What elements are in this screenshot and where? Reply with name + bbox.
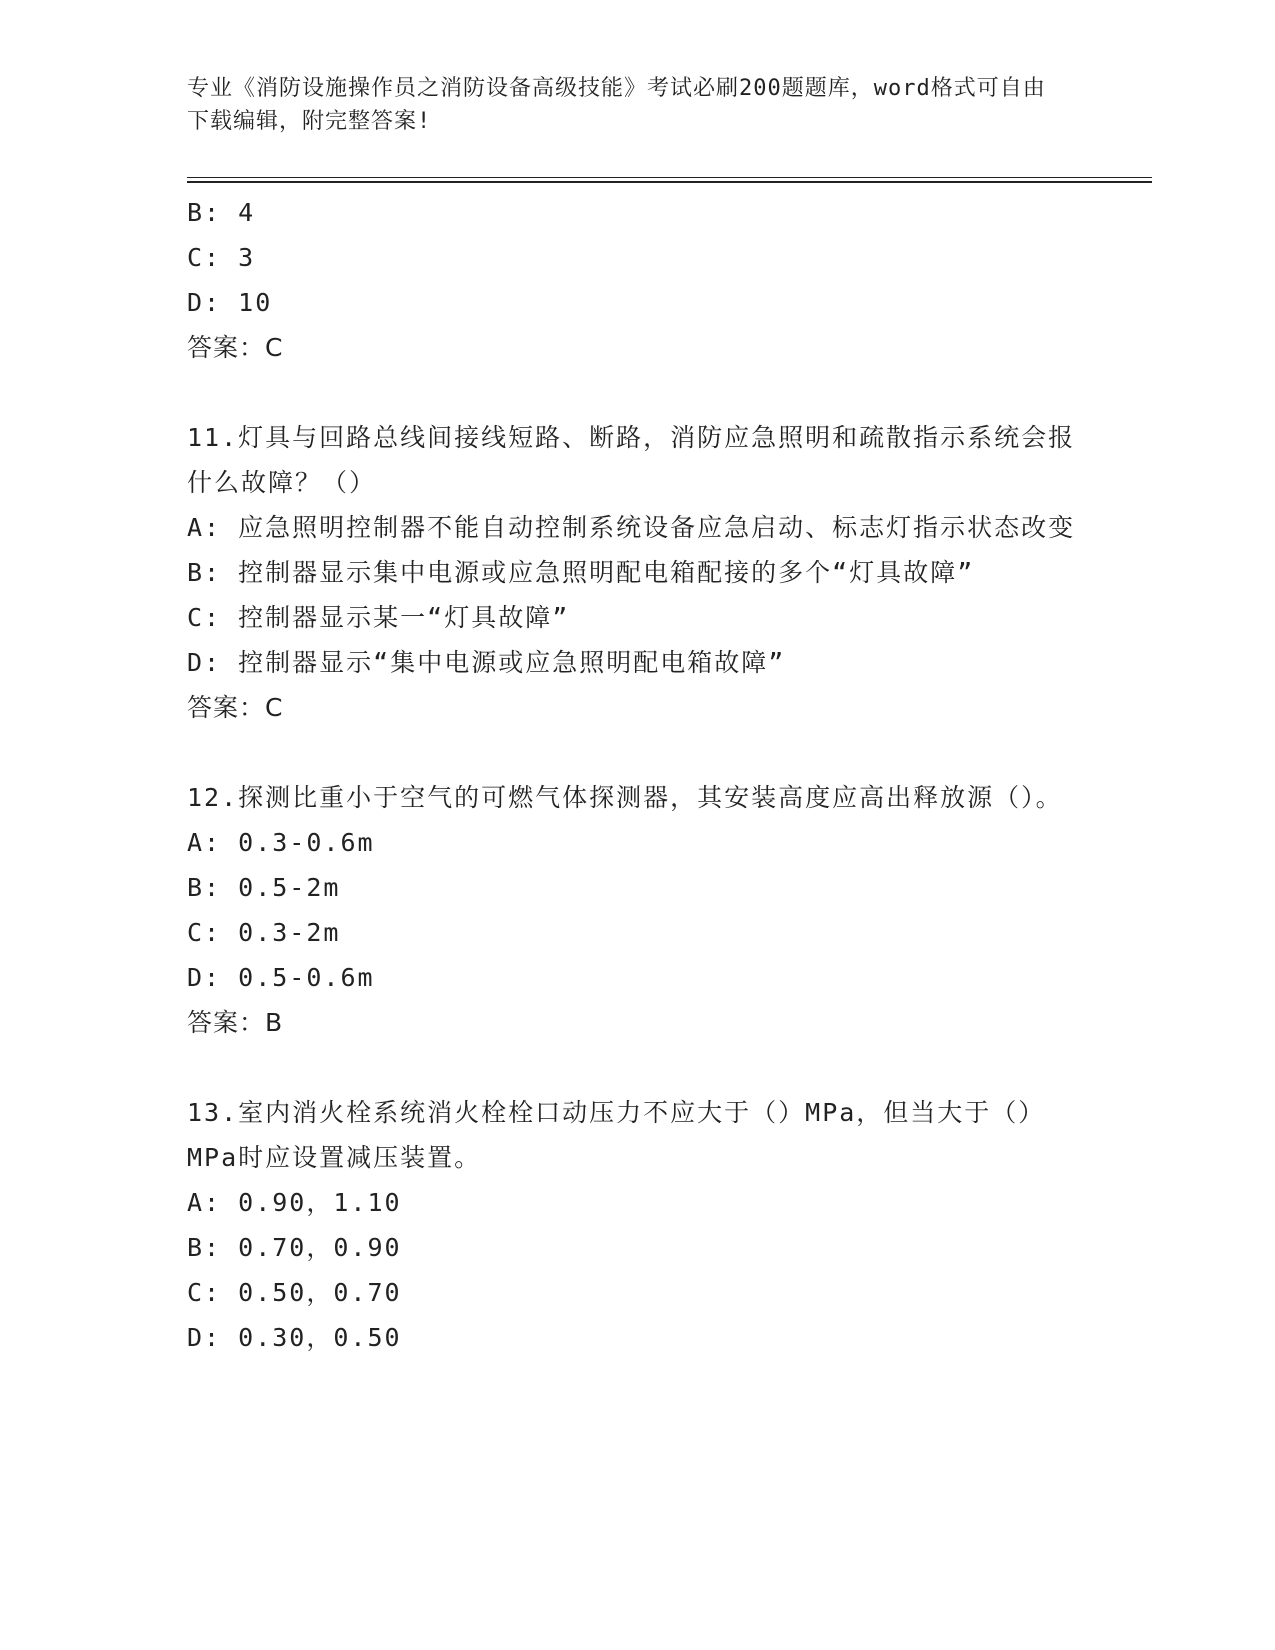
answer-line: 答案：B xyxy=(187,1008,284,1037)
answer-line: 答案：C xyxy=(187,693,284,722)
option-c: C: 控制器显示某一“灯具故障” xyxy=(187,603,570,632)
option-b: B: 4 xyxy=(187,198,256,227)
header-divider-thin xyxy=(187,177,1152,178)
spacer xyxy=(187,1045,1087,1090)
answer-line: 答案：C xyxy=(187,333,284,362)
option-c: C: 3 xyxy=(187,243,256,272)
option-b: B: 控制器显示集中电源或应急照明配电箱配接的多个“灯具故障” xyxy=(187,558,975,587)
option-c: C: 0.50，0.70 xyxy=(187,1278,402,1307)
question-13-block xyxy=(187,1090,1087,1360)
option-a: A: 应急照明控制器不能自动控制系统设备应急启动、标志灯指示状态改变 xyxy=(187,513,1076,542)
option-d: D: 控制器显示“集中电源或应急照明配电箱故障” xyxy=(187,648,786,677)
question-stem: 11.灯具与回路总线间接线短路、断路，消防应急照明和疏散指示系统会报什么故障？（） xyxy=(187,423,1076,497)
option-a: A: 0.3-0.6m xyxy=(187,828,375,857)
option-d: D: 0.30，0.50 xyxy=(187,1323,402,1352)
option-c: C: 0.3-2m xyxy=(187,918,341,947)
option-b: B: 0.70，0.90 xyxy=(187,1233,402,1262)
question-11-block xyxy=(187,415,1087,730)
question-12-block xyxy=(187,775,1087,1045)
prev-question-block xyxy=(187,190,1087,370)
option-a: A: 0.90，1.10 xyxy=(187,1188,402,1217)
question-stem: 13.室内消火栓系统消火栓栓口动压力不应大于（）MPa，但当大于（）MPa时应设置减压装置。 xyxy=(187,1098,1046,1172)
question-stem: 12.探测比重小于空气的可燃气体探测器，其安装高度应高出释放源（）。 xyxy=(187,783,1063,812)
question-content xyxy=(187,190,1087,1360)
option-d: D: 10 xyxy=(187,288,273,317)
option-d: D: 0.5-0.6m xyxy=(187,963,375,992)
option-b: B: 0.5-2m xyxy=(187,873,341,902)
header-divider-thick xyxy=(187,181,1152,183)
page-header-title: 专业《消防设施操作员之消防设备高级技能》考试必刷200题题库，word格式可自由下载编辑，附完整答案! xyxy=(187,76,1046,134)
spacer xyxy=(187,730,1087,775)
spacer xyxy=(187,370,1087,415)
